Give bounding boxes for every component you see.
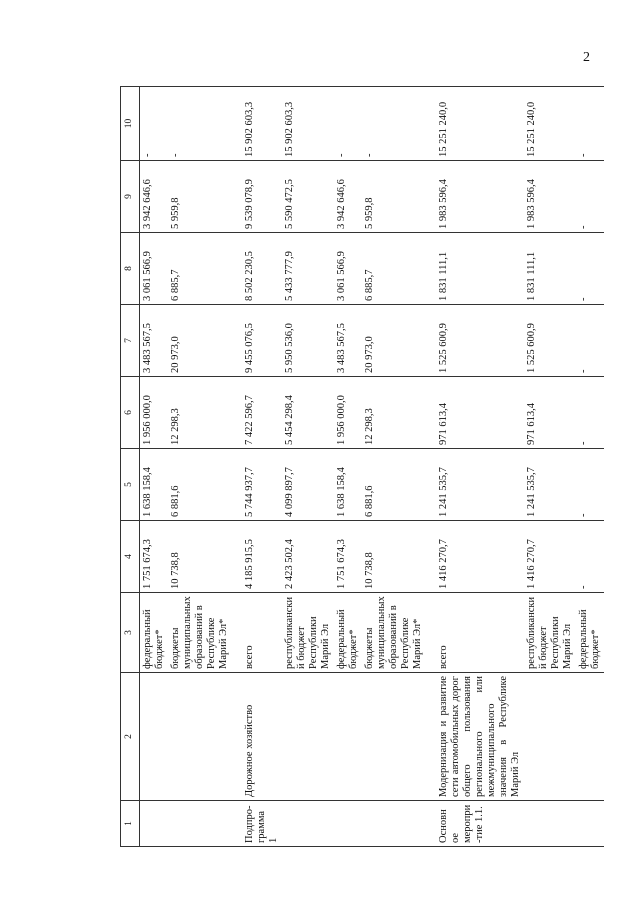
table-row	[362, 87, 426, 847]
funding-source-cell: бюджеты муниципальных образований в Республике Марий Эл*	[168, 593, 232, 673]
amount-cell: 10 738,8	[168, 521, 232, 593]
table-body	[140, 87, 605, 847]
amount-cell: 2 423 502,4	[282, 521, 334, 593]
funding-source-cell: федеральный бюджет*	[334, 593, 362, 673]
amount-cell: 971 613,4	[524, 377, 576, 449]
funding-source-cell: бюджеты муниципальных образований в Республике Марий Эл*	[362, 593, 426, 673]
column-header: 6	[121, 377, 140, 449]
amount-cell: 1 983 596,4	[524, 161, 576, 233]
amount-cell: 15 251 240,0	[426, 87, 524, 161]
amount-cell: 12 298,3	[168, 377, 232, 449]
amount-cell: 1 525 600,9	[426, 305, 524, 377]
program-code-cell: Подпро-грамма 1	[232, 801, 282, 847]
column-header: 4	[121, 521, 140, 593]
amount-cell: -	[334, 87, 362, 161]
amount-cell: 1 983 596,4	[426, 161, 524, 233]
amount-cell: 5 950 536,0	[282, 305, 334, 377]
table-row	[168, 87, 232, 847]
amount-cell: -	[576, 449, 604, 521]
program-name-cell	[140, 673, 169, 801]
amount-cell: 15 902 603,3	[282, 87, 334, 161]
amount-cell: 6 885,7	[168, 233, 232, 305]
amount-cell: -	[576, 377, 604, 449]
amount-cell: -	[576, 305, 604, 377]
program-code-cell: Основное меропри-тие 1.1.	[426, 801, 524, 847]
table-row	[232, 87, 282, 847]
funding-source-cell: всего	[426, 593, 524, 673]
table-row	[282, 87, 334, 847]
amount-cell: 1 751 674,3	[140, 521, 169, 593]
amount-cell: 5 454 298,4	[282, 377, 334, 449]
column-header: 9	[121, 161, 140, 233]
amount-cell: 1 241 535,7	[426, 449, 524, 521]
amount-cell: 15 902 603,3	[232, 87, 282, 161]
funding-source-cell: федеральный бюджет*	[140, 593, 169, 673]
amount-cell: 1 956 000,0	[334, 377, 362, 449]
amount-cell: 3 483 567,5	[140, 305, 169, 377]
program-name-cell	[524, 673, 576, 801]
amount-cell: 3 483 567,5	[334, 305, 362, 377]
amount-cell: -	[576, 161, 604, 233]
program-name-cell: Модернизация и развитие сети автомобильных дорог общего пользования регионального или межмуниципального значения в Республике Марий Эл	[426, 673, 524, 801]
amount-cell: 9 455 076,5	[232, 305, 282, 377]
amount-cell: 1 638 158,4	[140, 449, 169, 521]
amount-cell: 971 613,4	[426, 377, 524, 449]
amount-cell: 3 942 646,6	[334, 161, 362, 233]
amount-cell: 4 185 915,5	[232, 521, 282, 593]
amount-cell: 7 422 596,7	[232, 377, 282, 449]
amount-cell: 1 416 270,7	[426, 521, 524, 593]
amount-cell: 20 973,0	[362, 305, 426, 377]
amount-cell: 5 590 472,5	[282, 161, 334, 233]
amount-cell: 8 502 230,5	[232, 233, 282, 305]
amount-cell: 6 881,6	[362, 449, 426, 521]
amount-cell: 1 241 535,7	[524, 449, 576, 521]
program-code-cell	[576, 801, 604, 847]
amount-cell: 1 525 600,9	[524, 305, 576, 377]
amount-cell: 5 744 937,7	[232, 449, 282, 521]
amount-cell: 1 956 000,0	[140, 377, 169, 449]
amount-cell: 5 959,8	[168, 161, 232, 233]
column-header: 7	[121, 305, 140, 377]
amount-cell: 9 539 078,9	[232, 161, 282, 233]
amount-cell: 20 973,0	[168, 305, 232, 377]
table-row	[334, 87, 362, 847]
amount-cell: 12 298,3	[362, 377, 426, 449]
program-name-cell	[362, 673, 426, 801]
funding-source-cell: республиканский бюджет Республики Марий Эл	[524, 593, 576, 673]
amount-cell: -	[576, 233, 604, 305]
funding-source-cell: федеральный бюджет*	[576, 593, 604, 673]
column-header: 8	[121, 233, 140, 305]
funding-source-cell: всего	[232, 593, 282, 673]
program-name-cell	[334, 673, 362, 801]
program-name-cell	[168, 673, 232, 801]
table-row	[426, 87, 524, 847]
amount-cell: 1 831 111,1	[524, 233, 576, 305]
amount-cell: -	[576, 87, 604, 161]
column-header: 3	[121, 593, 140, 673]
header-row	[121, 87, 140, 847]
amount-cell: 6 885,7	[362, 233, 426, 305]
program-code-cell	[362, 801, 426, 847]
column-header: 5	[121, 449, 140, 521]
amount-cell: 10 738,8	[362, 521, 426, 593]
amount-cell: 6 881,6	[168, 449, 232, 521]
page-number: 2	[583, 50, 590, 65]
amount-cell: 5 433 777,9	[282, 233, 334, 305]
amount-cell: -	[140, 87, 169, 161]
amount-cell: 3 061 566,9	[334, 233, 362, 305]
table-row	[576, 87, 604, 847]
table-row	[140, 87, 169, 847]
program-code-cell	[282, 801, 334, 847]
program-code-cell	[140, 801, 169, 847]
amount-cell: 4 099 897,7	[282, 449, 334, 521]
rotated-table-sheet	[120, 87, 601, 847]
column-header: 10	[121, 87, 140, 161]
column-header: 2	[121, 673, 140, 801]
amount-cell: 15 251 240,0	[524, 87, 576, 161]
amount-cell: 3 942 646,6	[140, 161, 169, 233]
financing-table	[120, 86, 604, 847]
amount-cell: -	[362, 87, 426, 161]
program-name-cell	[576, 673, 604, 801]
amount-cell: -	[168, 87, 232, 161]
column-header: 1	[121, 801, 140, 847]
amount-cell: 1 416 270,7	[524, 521, 576, 593]
amount-cell: 3 061 566,9	[140, 233, 169, 305]
funding-source-cell: республиканский бюджет Республики Марий Эл	[282, 593, 334, 673]
table-row	[524, 87, 576, 847]
amount-cell: 1 751 674,3	[334, 521, 362, 593]
program-name-cell: Дорожное хозяйство	[232, 673, 282, 801]
amount-cell: 5 959,8	[362, 161, 426, 233]
amount-cell: 1 831 111,1	[426, 233, 524, 305]
amount-cell: 1 638 158,4	[334, 449, 362, 521]
program-code-cell	[524, 801, 576, 847]
program-name-cell	[282, 673, 334, 801]
amount-cell: -	[576, 521, 604, 593]
program-code-cell	[334, 801, 362, 847]
program-code-cell	[168, 801, 232, 847]
